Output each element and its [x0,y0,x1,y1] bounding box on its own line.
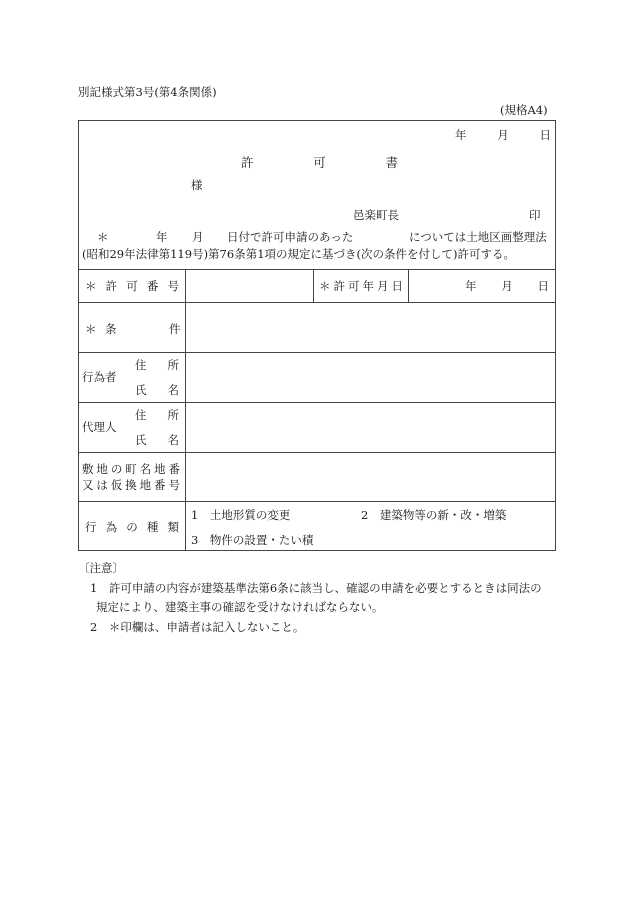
agent-name-label: 氏 名 [135,433,179,447]
notes-heading: 〔注意〕 [78,561,124,575]
seal-mark: 印 [529,208,541,222]
note-2: 2 ＊印欄は、申請者は記入しないこと。 [90,620,305,634]
agent-address-label: 住 所 [135,408,179,422]
conditions-star: ＊ [85,322,97,336]
permit-form: 年 月 日 許 可 書 様 邑楽町長 印 ＊ 年 月 日付で許可申請のあった については土地区画整理法 (昭和29年法律第119号)第76条第1項の規定に基づき(次の条件を付して)許可する。 ＊ 許 可 番 号 ＊ 許 可 年 月 日 年 月 日 ＊ 条 件 行為者 住 所 氏 名 代理人 住 所 氏 名 敷 地 の 町 名 地 番 又 は 仮 換 地 番 号 行 為 の 種 類 1 土地形質の変更 2 建築物等の新・改・増築 3 物件の設置・たい積 [78,120,556,551]
site-label-line1: 敷 地 の 町 名 地 番 [82,462,180,476]
permit-date-value: 年 月 日 [465,279,549,293]
actor-name-label: 氏 名 [135,383,179,397]
addressee-suffix: 様 [191,178,203,192]
form-number: 別記様式第3号(第4条関係) [78,85,217,99]
action-type-label: 行 為 の 種 類 [85,520,179,534]
agent-label: 代理人 [82,420,117,434]
mayor-title: 邑楽町長 [353,208,399,222]
permit-date-label: ＊ 許 可 年 月 日 [319,279,403,293]
permit-number-label: ＊ 許 可 番 号 [85,279,179,293]
note-1-line-2: 規定により、建築主事の確認を受けなければならない。 [96,600,384,614]
action-option-3: 3 物件の設置・たい積 [191,533,314,547]
action-option-2: 2 建築物等の新・改・増築 [361,508,507,522]
conditions-label-1: 条 [105,322,117,336]
site-label-line2: 又 は 仮 換 地 番 号 [82,478,180,492]
paper-size: (規格A4) [500,103,548,117]
actor-address-label: 住 所 [135,358,179,372]
note-1-line-1: 1 許可申請の内容が建築基準法第6条に該当し、確認の申請を必要とするときは同法の [90,581,542,595]
actor-label: 行為者 [82,370,117,384]
form-title: 許 可 書 [241,155,398,170]
action-option-1: 1 土地形質の変更 [191,508,291,522]
issue-date: 年 月 日 [455,128,551,142]
conditions-label-2: 件 [169,322,181,336]
